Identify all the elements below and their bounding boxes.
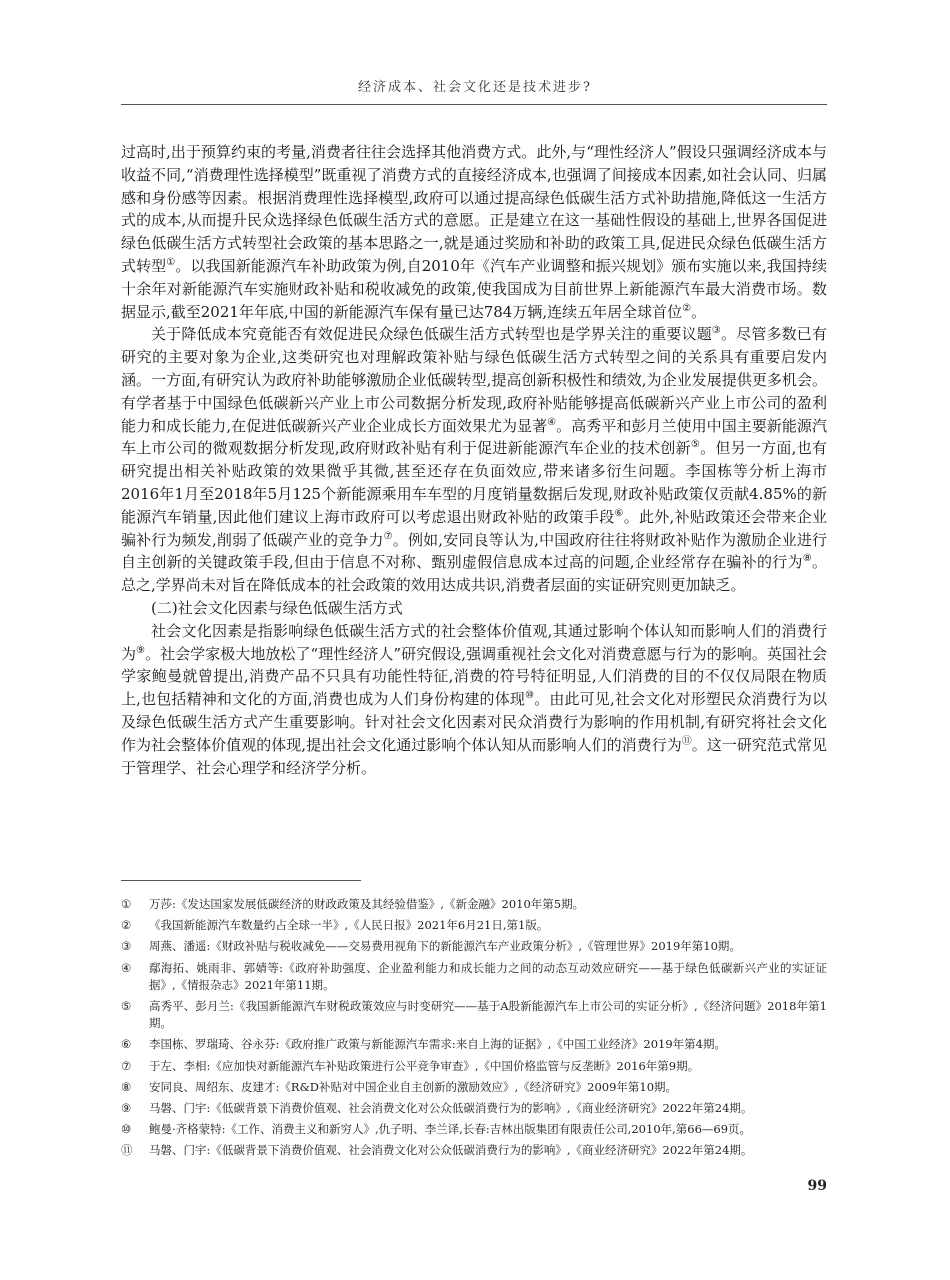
footnote-5: ⑤ 高秀平、彭月兰:《我国新能源汽车财税政策效应与时变研究——基于A股新能源汽车上市公司的实证分析》,《经济问题》2018年第1期。 xyxy=(121,999,827,1031)
footnote-marker-10[interactable]: ⑩ xyxy=(525,690,535,702)
paragraph-2: 关于降低成本究竟能否有效促进民众绿色低碳生活方式转型也是学界关注的重要议题③。尽管多数已有研究的主要对象为企业,这类研究也对理解政策补贴与绿色低碳生活方式转型之间的关系具有重要启发内涵。一方面,有研究认为政府补助能够激励企业低碳转型,提高创新积极性和绩效,为企业发展提供更多机会。有学者基于中国绿色低碳新兴产业上市公司数据分析发现,政府补贴能够提高低碳新兴产业上市公司的盈利能力和成长能力,在促进低碳新兴产业企业成长方面效果尤为显著④。高秀平和彭月兰使用中国主要新能源汽车上市公司的微观数据分析发现,政府财政补贴有利于促进新能源汽车企业的技术创新⑤。但另一方面,也有研究提出相关补贴政策的效果微乎其微,甚至还存在负面效应,带来诸多衍生问题。李国栋等分析上海市2016年1月至2018年5月125个新能源乘用车车型的月度销量数据后发现,财政补贴政策仅贡献4.85%的新能源汽车销量,因此他们建议上海市政府可以考虑退出财政补贴的政策手段⑥。此外,补贴政策还会带来企业骗补行为频发,削弱了低碳产业的竞争力⑦。例如,安同良等认为,中国政府往往将财政补贴作为激励企业进行自主创新的关键政策手段,但由于信息不对称、甄别虚假信息成本过高的问题,企业经常存在骗补的行为⑧。总之,学界尚未对旨在降低成本的社会政策的效用达成共识,消费者层面的实证研究则更加缺乏。 xyxy=(121,325,828,595)
main-text xyxy=(121,141,827,779)
footnote-marker-8[interactable]: ⑧ xyxy=(802,553,812,565)
footnote-3: ③ 周燕、潘遥:《财政补贴与税收减免——交易费用视角下的新能源汽车产业政策分析》,《管理世界》2019年第10期。 xyxy=(121,939,741,954)
footnote-10: ⑩ 鲍曼·齐格蒙特:《工作、消费主义和新穷人》,仇子明、李兰译,长春:吉林出版集团有限责任公司,2010年,第66—69页。 xyxy=(121,1122,752,1137)
footnote-rule xyxy=(121,880,361,881)
footnote-marker-4[interactable]: ④ xyxy=(547,416,557,428)
footnote-marker-9[interactable]: ⑨ xyxy=(136,644,146,656)
footnote-4: ④ 鄢海拓、姚雨非、郭婧等:《政府补助强度、企业盈利能力和成长能力之间的动态互动效应研究——基于绿色低碳新兴产业的实证证据》,《情报杂志》2021年第11期。 xyxy=(121,960,827,992)
footnote-marker-2[interactable]: ② xyxy=(682,302,692,314)
footnote-marker-6[interactable]: ⑥ xyxy=(614,507,624,519)
paragraph-1: 过高时,出于预算约束的考量,消费者往往会选择其他消费方式。此外,与“理性经济人”假设只强调经济成本与收益不同,“消费理性选择模型”既重视了消费方式的直接经济成本,也强调了间接成本因素,如社会认同、归属感和身份感等因素。根据消费理性选择模型,政府可以通过提高绿色低碳生活方式补助措施,降低这一生活方式的成本,从而提升民众选择绿色低碳生活方式的意愿。正是建立在这一基础性假设的基础上,世界各国促进绿色低碳生活方式转型社会政策的基本思路之一,就是通过奖励和补助的政策工具,促进民众绿色低碳生活方式转型①。以我国新能源汽车补助政策为例,自2010年《汽车产业调整和振兴规划》颁布实施以来,我国持续十余年对新能源汽车实施财政补贴和税收减免的政策,使我国成为目前世界上新能源汽车最大消费市场。数据显示,截至2021年年底,中国的新能源汽车保有量已达784万辆,连续五年居全球首位②。 xyxy=(121,143,827,321)
paragraph-3: 社会文化因素是指影响绿色低碳生活方式的社会整体价值观,其通过影响个体认知而影响人们的消费行为⑨。社会学家极大地放松了“理性经济人”研究假设,强调重视社会文化对消费意愿与行为的影响。英国社会学家鲍曼就曾提出,消费产品不只具有功能性特征,消费的符号特征明显,人们消费的目的不仅仅局限在物质上,也包括精神和文化的方面,消费也成为人们身份构建的体现⑩。由此可见,社会文化对形塑民众消费行为以及绿色低碳生活方式产生重要影响。针对社会文化因素对民众消费行为影响的作用机制,有研究将社会文化作为社会整体价值观的体现,提出社会文化通过影响个体认知从而影响人们的消费行为⑪。这一研究范式常见于管理学、社会心理学和经济学分析。 xyxy=(121,621,828,777)
section-heading: (二)社会文化因素与绿色低碳生活方式 xyxy=(151,598,403,617)
header-rule xyxy=(121,104,827,105)
footnote-marker-3[interactable]: ③ xyxy=(711,325,722,337)
footnote-8: ⑧ 安同良、周绍东、皮建才:《R&D补贴对中国企业自主创新的激励效应》,《经济研究》2009年第10期。 xyxy=(121,1079,678,1094)
footnote-9: ⑨ 马磐、门宇:《低碳背景下消费价值观、社会消费文化对公众低碳消费行为的影响》,《商业经济研究》2022年第24期。 xyxy=(121,1101,753,1116)
footnote-marker-7[interactable]: ⑦ xyxy=(383,530,393,542)
footnote-2: ② 《我国新能源汽车数量约占全球一半》,《人民日报》2021年6月21日,第1版。 xyxy=(121,918,549,933)
footnotes xyxy=(121,896,827,1164)
footnote-marker-1[interactable]: ① xyxy=(166,256,176,268)
running-header: 经济成本、社会文化还是技术进步? xyxy=(358,80,592,95)
footnote-marker-11[interactable]: ⑪ xyxy=(681,735,692,747)
footnote-6: ⑥ 李国栋、罗瑞琦、谷永芬:《政府推广政策与新能源汽车需求:来自上海的证据》,《中国工业经济》2019年第4期。 xyxy=(121,1037,726,1052)
footnote-11: ⑪ 马磐、门宇:《低碳背景下消费价值观、社会消费文化对公众低碳消费行为的影响》,《商业经济研究》2022年第24期。 xyxy=(121,1143,753,1158)
page-number: 99 xyxy=(807,1178,827,1194)
footnote-1: ① 万莎:《发达国家发展低碳经济的财政政策及其经验借鉴》,《新金融》2010年第5期。 xyxy=(121,897,585,911)
footnote-7: ⑦ 于左、李相:《应加快对新能源汽车补贴政策进行公平竞争审查》,《中国价格监管与反垄断》2016年第9期。 xyxy=(121,1058,700,1073)
footnote-marker-5[interactable]: ⑤ xyxy=(690,439,701,451)
